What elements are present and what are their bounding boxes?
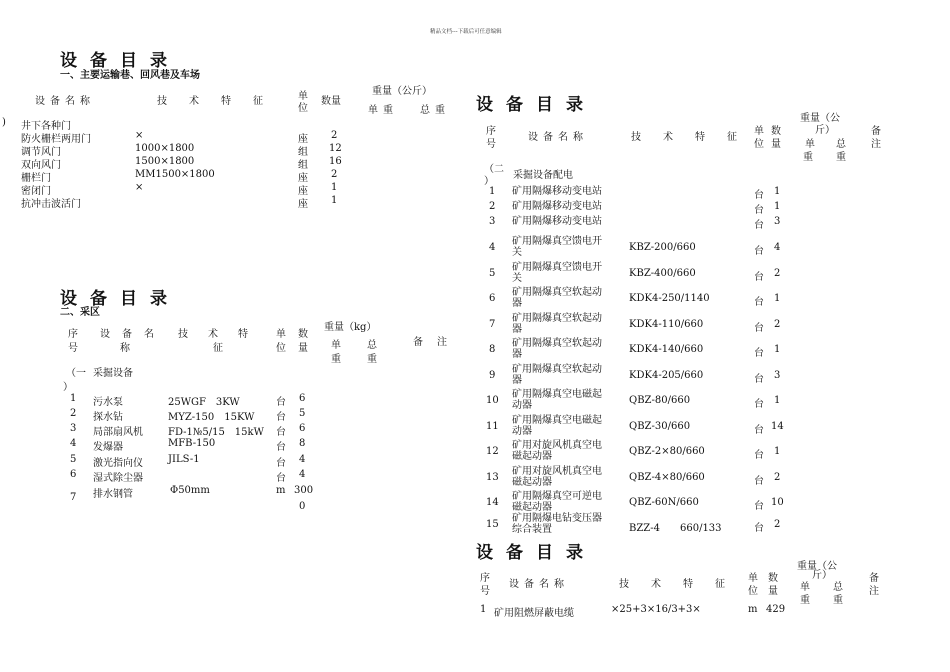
col-header-remark-top: 备 xyxy=(871,126,881,137)
col-header-no-top: 序 xyxy=(480,573,490,584)
row-name: 矿用隔爆真空电磁起 xyxy=(512,415,602,426)
row-unit: 台 xyxy=(276,473,286,484)
row-spec: QBZ-2×80/660 xyxy=(629,446,705,457)
row-unit: 台 xyxy=(754,501,764,512)
row-no: 5 xyxy=(489,268,496,279)
col-header-weight-bottom: 斤） xyxy=(815,125,835,136)
row-name: 矿用隔爆移动变电站 xyxy=(512,216,602,227)
row-name: 矿用隔爆真空软起动 xyxy=(512,287,602,298)
row-qty: 2 xyxy=(774,268,781,279)
row-spec: MYZ-150 15KW xyxy=(168,412,255,423)
row-name-continued: 关 xyxy=(512,247,522,258)
row-name: 矿用隔爆真空软起动 xyxy=(512,338,602,349)
section-group-no-top: （一 xyxy=(66,368,86,379)
row-qty: 2 xyxy=(774,519,781,530)
row-name: 矿用对旋风机真空电 xyxy=(512,466,602,477)
section-title: 设备目录 xyxy=(476,95,596,115)
row-no: 1 xyxy=(489,186,496,197)
row-name-continued: 关 xyxy=(512,273,522,284)
col-header-unit-bottom: 位 xyxy=(298,103,308,114)
row-qty: 6 xyxy=(299,393,306,404)
row-unit: 座 xyxy=(298,134,308,145)
col-header-total-weight-bottom: 重 xyxy=(367,354,377,365)
row-spec: × xyxy=(135,130,144,141)
col-header-unit-bottom: 位 xyxy=(754,139,764,150)
col-header-qty-bottom: 量 xyxy=(771,139,781,150)
row-no: 6 xyxy=(489,293,496,304)
col-header-unit-weight-top: 单 xyxy=(331,340,341,351)
section-group-label: 采掘设备配电 xyxy=(513,170,573,181)
row-name-continued: 磁起动器 xyxy=(512,451,552,462)
col-header-unit-weight: 单重 xyxy=(368,105,398,116)
row-no: 11 xyxy=(486,421,499,432)
row-qty: 2 xyxy=(331,130,338,141)
row-unit: 台 xyxy=(754,450,764,461)
row-unit: 台 xyxy=(754,425,764,436)
row-spec: ×25+3×16/3+3× xyxy=(611,604,701,615)
row-no: 12 xyxy=(486,446,499,457)
row-unit: 台 xyxy=(754,348,764,359)
row-qty: 16 xyxy=(329,156,342,167)
row-spec: QBZ-60N/660 xyxy=(629,497,699,508)
col-header-total-weight: 总重 xyxy=(420,105,450,116)
row-qty: 12 xyxy=(329,143,342,154)
col-header-name: 设备名称 xyxy=(509,579,569,590)
row-no: 3 xyxy=(70,423,77,434)
row-qty: 2 xyxy=(774,319,781,330)
col-header-weight-bottom: 斤） xyxy=(812,570,832,581)
row-name: 矿用隔爆真空馈电开 xyxy=(512,262,602,273)
section-title: 设备目录 xyxy=(60,289,180,309)
row-name: 矿用隔爆真空软起动 xyxy=(512,313,602,324)
row-qty: 1 xyxy=(774,344,781,355)
col-header-total-weight-bottom: 重 xyxy=(833,595,843,606)
row-qty: 4 xyxy=(299,454,306,465)
col-header-unit-top: 单 xyxy=(754,126,764,137)
row-name: 矿用隔爆真空软起动 xyxy=(512,364,602,375)
row-qty: 1 xyxy=(331,182,338,193)
row-qty: 4 xyxy=(774,242,781,253)
row-name-continued: 器 xyxy=(512,375,522,386)
col-header-qty-top: 数 xyxy=(768,573,778,584)
row-qty-bottom: 0 xyxy=(299,501,306,512)
row-qty: 3 xyxy=(774,216,781,227)
row-unit: 台 xyxy=(276,427,286,438)
row-qty: 2 xyxy=(331,169,338,180)
row-unit: 台 xyxy=(754,297,764,308)
col-header-unit-bottom: 位 xyxy=(748,586,758,597)
row-qty: 3 xyxy=(774,370,781,381)
col-header-unit-weight-top: 单 xyxy=(800,582,810,593)
row-qty: 1 xyxy=(774,201,781,212)
col-header-unit-weight-bottom: 重 xyxy=(800,595,810,606)
row-name: 密闭门 xyxy=(21,186,51,197)
row-name: 矿用隔爆移动变电站 xyxy=(512,201,602,212)
col-header-unit-top: 单 xyxy=(748,573,758,584)
row-qty: 8 xyxy=(299,438,306,449)
row-name-continued: 动器 xyxy=(512,400,532,411)
row-unit: 台 xyxy=(276,412,286,423)
row-unit: 台 xyxy=(754,374,764,385)
row-qty: 14 xyxy=(771,421,784,432)
col-header-qty-top: 数 xyxy=(298,329,308,340)
col-header-remark-top: 备 xyxy=(869,573,879,584)
row-name: 发爆器 xyxy=(93,442,123,453)
row-name: 矿用隔爆真空电磁起 xyxy=(512,389,602,400)
col-header-qty: 数量 xyxy=(321,96,341,107)
row-spec: 25WGF 3KW xyxy=(168,397,240,408)
col-header-total-weight-top: 总 xyxy=(833,582,843,593)
row-name: 防火栅栏两用门 xyxy=(21,134,91,145)
row-unit: m xyxy=(748,604,758,615)
section-title: 设备目录 xyxy=(476,543,596,563)
col-header-unit-top: 单 xyxy=(276,329,286,340)
row-name-continued: 磁起动器 xyxy=(512,477,552,488)
row-qty: 6 xyxy=(299,423,306,434)
row-spec: QBZ-80/660 xyxy=(629,395,691,406)
col-header-name: 设备名称 xyxy=(35,96,95,107)
row-qty: 5 xyxy=(299,408,306,419)
section-group-label: 井下各种门 xyxy=(21,121,71,132)
col-header-weight-top: 重量（公 xyxy=(800,113,840,124)
row-no: 6 xyxy=(70,469,77,480)
row-unit: 台 xyxy=(754,190,764,201)
row-name: 双向风门 xyxy=(21,160,61,171)
row-unit: 台 xyxy=(754,220,764,231)
section-subtitle: 二、采区 xyxy=(60,307,100,318)
row-name: 湿式除尘器 xyxy=(93,473,143,484)
row-unit: 座 xyxy=(298,199,308,210)
section-group-no-bottom: ） xyxy=(63,382,73,393)
row-no: 4 xyxy=(70,438,77,449)
col-header-unit-top: 单 xyxy=(298,91,308,102)
row-no: 2 xyxy=(489,201,496,212)
row-unit: m xyxy=(276,485,286,496)
col-header-no-top: 序 xyxy=(486,126,496,137)
row-name-continued: 器 xyxy=(512,324,522,335)
col-header-no-top: 序 xyxy=(68,329,78,340)
row-name: 激光指向仪 xyxy=(93,458,143,469)
row-qty: 1 xyxy=(774,186,781,197)
row-name: 矿用隔爆电钻变压器 xyxy=(512,513,602,524)
col-header-no-bottom: 号 xyxy=(486,139,496,150)
row-spec: 1000×1800 xyxy=(135,143,195,154)
row-name: 矿用阻燃屏蔽电缆 xyxy=(494,608,574,619)
row-spec: KBZ-200/660 xyxy=(629,242,696,253)
col-header-no-bottom: 号 xyxy=(480,586,490,597)
row-unit: 台 xyxy=(754,323,764,334)
row-name-continued: 动器 xyxy=(512,426,532,437)
section-group-no-top: （二 xyxy=(484,164,504,175)
row-qty: 2 xyxy=(774,472,781,483)
row-no: 10 xyxy=(486,395,499,406)
row-unit: 座 xyxy=(298,173,308,184)
row-spec: MM1500×1800 xyxy=(135,169,215,180)
col-header-unit-weight-top: 单 xyxy=(805,139,815,150)
row-qty: 1 xyxy=(774,446,781,457)
col-header-unit-weight-bottom: 重 xyxy=(803,152,813,163)
col-header-remark: 备注 xyxy=(413,337,461,348)
row-qty: 4 xyxy=(299,469,306,480)
row-spec: FD-1№5/15 15kW xyxy=(168,427,264,438)
col-header-remark-bottom: 注 xyxy=(869,586,879,597)
row-unit: 组 xyxy=(298,160,308,171)
section-group-no-bottom: ） xyxy=(484,176,494,187)
col-header-spec: 技术特征 xyxy=(157,96,285,107)
row-unit: 台 xyxy=(754,399,764,410)
row-unit: 台 xyxy=(276,458,286,469)
row-name: 矿用隔爆真空可逆电 xyxy=(512,491,602,502)
row-name: 栅栏门 xyxy=(21,173,51,184)
row-no: 4 xyxy=(489,242,496,253)
row-name: 矿用对旋风机真空电 xyxy=(512,440,602,451)
row-name: 局部扇风机 xyxy=(93,427,143,438)
row-spec: BZZ-4 660/133 xyxy=(629,523,722,534)
row-spec: KDK4-140/660 xyxy=(629,344,704,355)
section-group-mark: ) xyxy=(2,117,6,128)
section-group-label: 采掘设备 xyxy=(93,368,133,379)
col-header-spec: 技术特征 xyxy=(619,579,747,590)
row-spec: MFB-150 xyxy=(168,438,216,449)
col-header-name-top: 设备名 xyxy=(100,329,166,340)
row-name-continued: 综合装置 xyxy=(512,524,552,535)
row-name: 抗冲击波活门 xyxy=(21,199,81,210)
col-header-weight-top: 重量（公 xyxy=(797,561,837,572)
row-name: 排水钢管 xyxy=(93,489,133,500)
row-qty-top: 300 xyxy=(294,485,314,496)
row-no: 1 xyxy=(480,604,487,615)
col-header-unit-weight-bottom: 重 xyxy=(331,354,341,365)
row-no: 8 xyxy=(489,344,496,355)
col-header-weight: 重量（公斤） xyxy=(372,86,432,97)
row-spec: QBZ-4×80/660 xyxy=(629,472,705,483)
col-header-qty-bottom: 量 xyxy=(298,343,308,354)
row-no: 13 xyxy=(486,472,499,483)
row-qty: 1 xyxy=(774,395,781,406)
row-no: 14 xyxy=(486,497,499,508)
col-header-name: 设备名称 xyxy=(528,132,588,143)
row-unit: 台 xyxy=(276,442,286,453)
col-header-remark-bottom: 注 xyxy=(871,139,881,150)
row-unit: 台 xyxy=(754,272,764,283)
col-header-total-weight-bottom: 重 xyxy=(836,152,846,163)
row-spec: QBZ-30/660 xyxy=(629,421,691,432)
row-unit: 台 xyxy=(276,397,286,408)
row-name-continued: 器 xyxy=(512,349,522,360)
row-no: 15 xyxy=(486,519,499,530)
row-name: 矿用隔爆真空馈电开 xyxy=(512,236,602,247)
section-subtitle: 一、主要运输巷、回风巷及车场 xyxy=(60,70,200,81)
section-title: 设备目录 xyxy=(60,51,180,71)
row-spec: Φ50mm xyxy=(170,485,210,496)
row-unit: 台 xyxy=(754,246,764,257)
row-unit: 组 xyxy=(298,147,308,158)
row-spec: JILS-1 xyxy=(168,454,200,465)
row-qty: 1 xyxy=(331,195,338,206)
row-spec: KDK4-205/660 xyxy=(629,370,704,381)
col-header-spec-top: 技术特 xyxy=(178,329,268,340)
row-spec: 1500×1800 xyxy=(135,156,195,167)
col-header-total-weight-top: 总 xyxy=(836,139,846,150)
row-no: 1 xyxy=(70,393,77,404)
col-header-total-weight-top: 总 xyxy=(367,340,377,351)
row-qty: 1 xyxy=(774,293,781,304)
row-spec: KDK4-110/660 xyxy=(629,319,704,330)
col-header-unit-bottom: 位 xyxy=(276,343,286,354)
row-no: 5 xyxy=(70,454,77,465)
col-header-spec: 技术特征 xyxy=(631,132,759,143)
row-qty: 10 xyxy=(771,497,784,508)
row-no: 7 xyxy=(489,319,496,330)
row-name: 污水泵 xyxy=(93,397,123,408)
row-no: 3 xyxy=(489,216,496,227)
page-header-note: 精品文档---下载后可任意编辑 xyxy=(430,29,502,35)
col-header-weight: 重量（kg） xyxy=(324,322,377,333)
col-header-qty-bottom: 量 xyxy=(768,586,778,597)
col-header-qty-top: 数 xyxy=(771,126,781,137)
row-name: 探水钻 xyxy=(93,412,123,423)
col-header-no-bottom: 号 xyxy=(68,343,78,354)
row-unit: 台 xyxy=(754,523,764,534)
row-spec: KBZ-400/660 xyxy=(629,268,696,279)
row-unit: 台 xyxy=(754,476,764,487)
col-header-spec-bottom: 征 xyxy=(213,343,223,354)
row-no: 9 xyxy=(489,370,496,381)
row-qty: 429 xyxy=(766,604,786,615)
row-no: 2 xyxy=(70,408,77,419)
row-spec: KDK4-250/1140 xyxy=(629,293,710,304)
row-unit: 台 xyxy=(754,205,764,216)
row-name: 矿用隔爆移动变电站 xyxy=(512,186,602,197)
row-name: 调节风门 xyxy=(21,147,61,158)
col-header-name-bottom: 称 xyxy=(120,343,130,354)
row-unit: 座 xyxy=(298,186,308,197)
row-name-continued: 器 xyxy=(512,298,522,309)
row-no: 7 xyxy=(70,492,77,503)
row-name-continued: 磁起动器 xyxy=(512,502,552,513)
row-spec: × xyxy=(135,182,144,193)
